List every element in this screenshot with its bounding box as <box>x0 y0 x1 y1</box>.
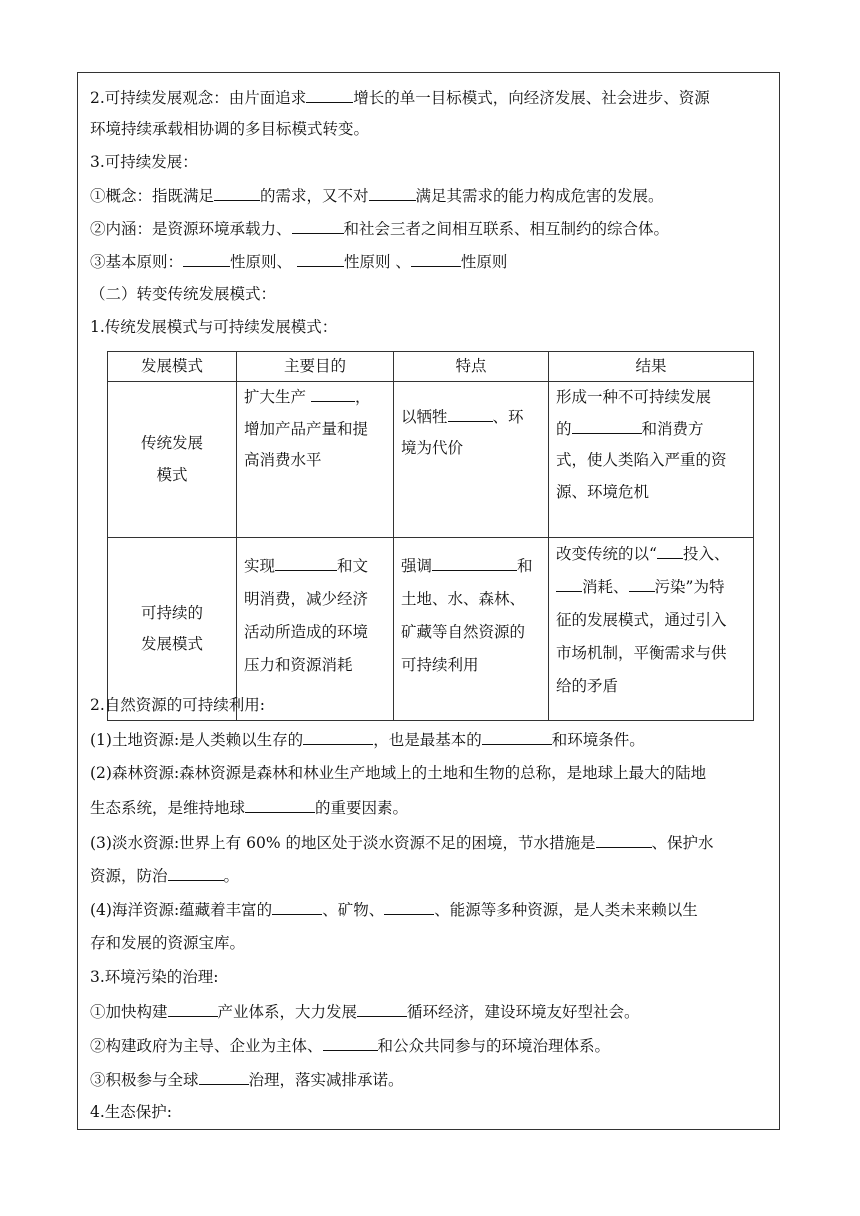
purpose-cell: 扩大生产 ， 增加产品产量和提 高消费水平 <box>237 382 394 538</box>
fill-blank[interactable] <box>245 797 315 813</box>
fill-blank[interactable] <box>556 576 582 592</box>
fill-blank[interactable] <box>214 185 260 201</box>
fill-blank[interactable] <box>272 899 322 915</box>
text-line: (3)淡水资源:世界上有 60% 的地区处于淡水资源不足的困境，节水措施是 、保护水 <box>90 834 714 852</box>
section-heading: （二）转变传统发展模式： <box>90 285 277 303</box>
text-line: 生态系统，是维持地球 的重要因素。 <box>90 799 409 817</box>
text-line: ③基本原则： 性原则、 性原则 、 性原则 <box>90 253 508 271</box>
table-header-cell: 结果 <box>549 352 754 382</box>
fill-blank[interactable] <box>657 543 683 559</box>
fill-blank[interactable] <box>168 1001 218 1017</box>
table-header-cell: 主要目的 <box>237 352 394 382</box>
fill-blank[interactable] <box>306 87 353 103</box>
text-line: ②内涵：是资源环境承载力、 和社会三者之间相互联系、相互制约的综合体。 <box>90 220 670 238</box>
fill-blank[interactable] <box>311 386 355 402</box>
fill-blank[interactable] <box>183 251 230 267</box>
feature-cell: 以牺牲 、环 境为代价 <box>394 382 549 538</box>
text-line: 存和发展的资源宝库。 <box>90 934 246 952</box>
table-header-cell: 发展模式 <box>108 352 237 382</box>
text-line: 资源，防治 。 <box>90 867 240 885</box>
fill-blank[interactable] <box>303 729 373 745</box>
mode-cell: 传统发展 模式 <box>108 382 237 538</box>
text-line: ①加快构建 产业体系，大力发展 循环经济，建设环境友好型社会。 <box>90 1003 640 1021</box>
fill-blank[interactable] <box>199 1069 249 1085</box>
fill-blank[interactable] <box>482 729 552 745</box>
table-row <box>108 382 754 538</box>
fill-blank[interactable] <box>357 1001 407 1017</box>
fill-blank[interactable] <box>168 865 224 881</box>
fill-blank[interactable] <box>411 251 461 267</box>
purpose-cell: 实现 和文 明消费，减少经济 活动所造成的环境 压力和资源消耗 <box>237 538 394 721</box>
comparison-table <box>107 351 754 721</box>
mode-cell: 可持续的 发展模式 <box>108 538 237 721</box>
text-line: (4)海洋资源:蕴藏着丰富的 、矿物、 、能源等多种资源，是人类未来赖以生 <box>90 901 698 919</box>
worksheet-frame <box>77 72 780 1130</box>
text-line: ①概念：指既满足 的需求，又不对 满足其需求的能力构成危害的发展。 <box>90 187 664 205</box>
section-heading: 2.自然资源的可持续利用: <box>90 696 266 714</box>
fill-blank[interactable] <box>432 555 517 571</box>
table-header-row <box>108 352 754 382</box>
text-line: 环境持续承载相协调的多目标模式转变。 <box>90 120 370 138</box>
feature-cell: 强调 和 土地、水、森林、 矿藏等自然资源的 可持续利用 <box>394 538 549 721</box>
text-line: (2)森林资源:森林资源是森林和林业生产地域上的土地和生物的总称，是地球上最大的陆地 <box>90 764 707 782</box>
fill-blank[interactable] <box>448 406 493 422</box>
text-line: 2.可持续发展观念：由片面追求 增长的单一目标模式，向经济发展、社会进步、资源 <box>90 89 710 107</box>
text-line: ②构建政府为主导、企业为主体、 和公众共同参与的环境治理体系。 <box>90 1037 611 1055</box>
fill-blank[interactable] <box>384 899 434 915</box>
fill-blank[interactable] <box>369 185 416 201</box>
result-cell: 改变传统的以“ 投入、 消耗、 污染”为特 征的发展模式，通过引入 市场机制，平衡需求与供 给的矛盾 <box>549 538 754 721</box>
fill-blank[interactable] <box>275 555 337 571</box>
table-row <box>108 538 754 721</box>
fill-blank[interactable] <box>629 576 655 592</box>
section-heading: 3.环境污染的治理: <box>90 968 219 986</box>
section-heading: 1.传统发展模式与可持续发展模式： <box>90 318 338 336</box>
fill-blank[interactable] <box>572 418 642 434</box>
fill-blank[interactable] <box>297 251 344 267</box>
table-header-cell: 特点 <box>394 352 549 382</box>
text-line: ③积极参与全球 治理，落实减排承诺。 <box>90 1071 404 1089</box>
fill-blank[interactable] <box>596 832 652 848</box>
fill-blank[interactable] <box>292 218 344 234</box>
section-heading: 4.生态保护: <box>90 1103 173 1121</box>
result-cell: 形成一种不可持续发展 的 和消费方 式，使人类陷入严重的资 源、环境危机 <box>549 382 754 538</box>
text-line: (1)土地资源:是人类赖以生存的 ，也是最基本的 和环境条件。 <box>90 731 645 749</box>
fill-blank[interactable] <box>323 1035 378 1051</box>
section-heading: 3.可持续发展： <box>90 153 198 171</box>
